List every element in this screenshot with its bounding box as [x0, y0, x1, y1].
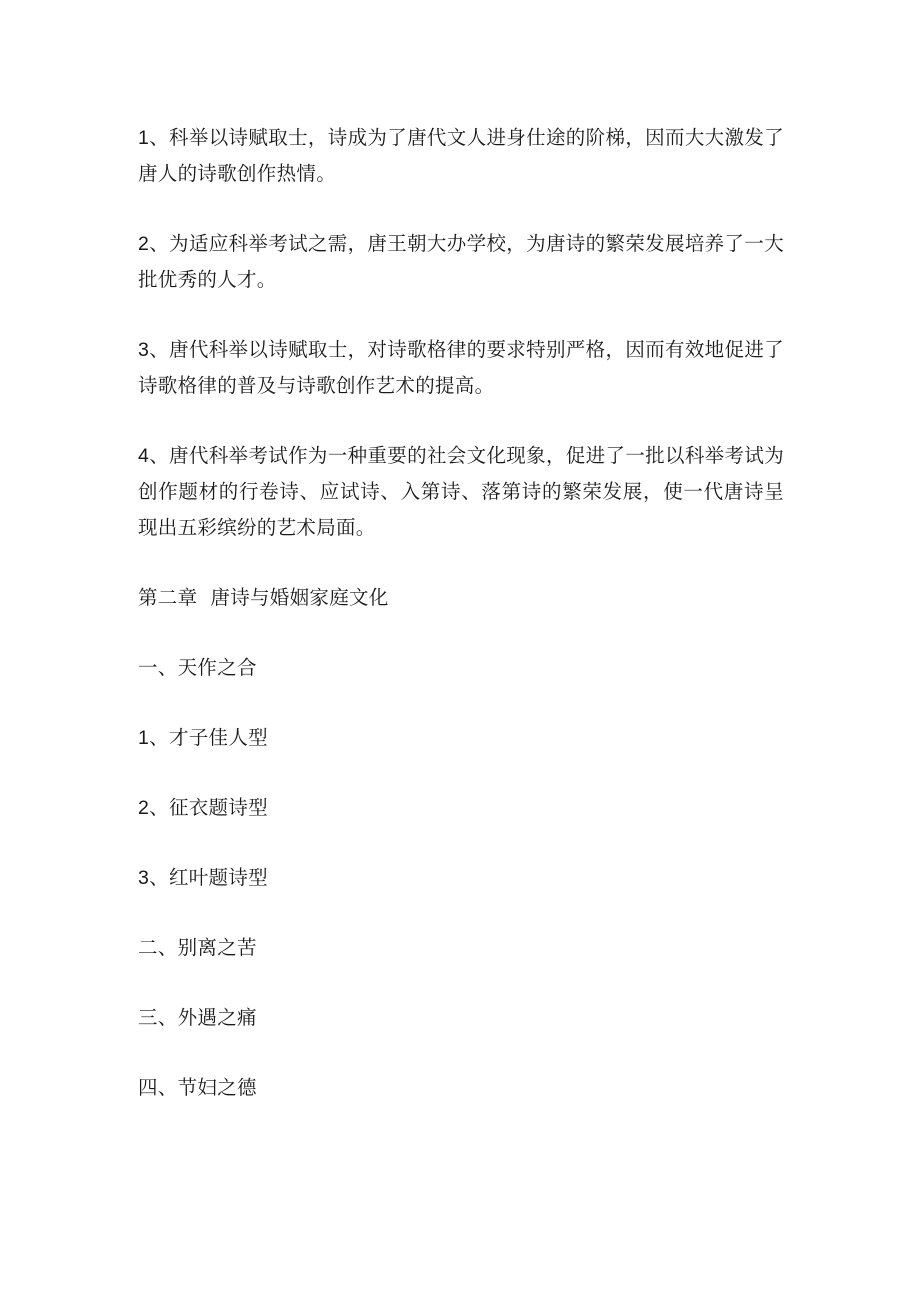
subitem-1-text: 、才子佳人型 — [149, 726, 268, 749]
paragraph-1-number: 1 — [138, 127, 150, 149]
document-body — [138, 120, 784, 1140]
subitem-1 — [138, 720, 784, 756]
chapter-heading: 第二章 唐诗与婚姻家庭文化 — [138, 586, 389, 609]
paragraph-3-number: 3 — [138, 339, 150, 361]
subitem-2-number: 2 — [138, 797, 150, 819]
paragraph-3-text: 、唐代科举以诗赋取士，对诗歌格律的要求特别严格，因而有效地促进了诗歌格律的普及与诗歌创作艺术的提高。 — [138, 338, 784, 397]
paragraph-4-number: 4 — [138, 445, 150, 467]
paragraph-2-number: 2 — [138, 233, 150, 255]
section-heading-3: 三、外遇之痛 — [138, 1006, 257, 1029]
paragraph-4 — [138, 438, 784, 546]
paragraph-1-text: 、科举以诗赋取士，诗成为了唐代文人进身仕途的阶梯，因而大大激发了唐人的诗歌创作热情。 — [138, 126, 784, 185]
paragraph-1 — [138, 120, 784, 192]
subitem-2 — [138, 790, 784, 826]
subitem-2-text: 、征衣题诗型 — [149, 796, 268, 819]
paragraph-3 — [138, 332, 784, 404]
subitem-3 — [138, 860, 784, 896]
subitem-3-number: 3 — [138, 867, 150, 889]
section-heading-2: 二、别离之苦 — [138, 936, 257, 959]
paragraph-2 — [138, 226, 784, 298]
paragraph-4-text: 、唐代科举考试作为一种重要的社会文化现象，促进了一批以科举考试为创作题材的行卷诗、应试诗、入第诗、落第诗的繁荣发展，使一代唐诗呈现出五彩缤纷的艺术局面。 — [138, 444, 784, 539]
section-heading-4: 四、节妇之德 — [138, 1076, 257, 1099]
subitem-3-text: 、红叶题诗型 — [149, 866, 268, 889]
paragraph-2-text: 、为适应科举考试之需，唐王朝大办学校，为唐诗的繁荣发展培养了一大批优秀的人才。 — [138, 232, 784, 291]
subitem-1-number: 1 — [138, 727, 150, 749]
section-heading-1: 一、天作之合 — [138, 656, 257, 679]
